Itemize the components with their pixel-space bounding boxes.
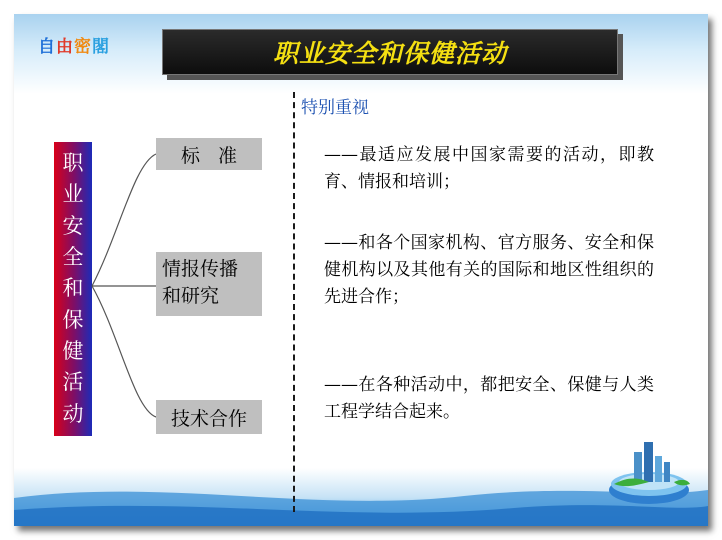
subtitle: 特别重视 <box>301 98 369 118</box>
vertical-label-char: 和 <box>62 276 84 301</box>
vertical-label-char: 活 <box>62 370 84 395</box>
globe-city-decoration <box>604 432 694 512</box>
slide <box>14 14 708 526</box>
page-title: 职业安全和保健活动 <box>272 39 507 68</box>
branch-tech: 技术合作 <box>156 400 262 434</box>
vertical-label-char: 动 <box>62 401 84 426</box>
logo-char-3: 密 <box>74 37 92 57</box>
vertical-label-char: 安 <box>62 213 84 238</box>
branch-info: 情报传播和研究 <box>156 252 262 316</box>
vertical-label-char: 健 <box>62 339 84 364</box>
paragraph-3: ——在各种活动中，都把安全、保健与人类工程学结合起来。 <box>324 375 654 422</box>
logo-char-4: 閣 <box>92 37 110 57</box>
paragraph-1: ——最适应发展中国家需要的活动，即教育、情报和培训； <box>324 145 654 192</box>
vertical-label-char: 职 <box>62 151 84 176</box>
branch-standard: 标准 <box>156 138 262 170</box>
logo-char-2: 由 <box>56 37 74 57</box>
vertical-label-char: 业 <box>62 182 84 207</box>
branch-line-standard <box>92 154 156 286</box>
logo-char-1: 自 <box>38 37 56 57</box>
branch-line-tech <box>92 286 156 417</box>
paragraph-2: ——和各个国家机构、官方服务、安全和保健机构以及其他有关的国际和地区性组织的先进合作； <box>324 233 654 307</box>
vertical-label-char: 保 <box>62 307 84 332</box>
divider-dashed-line <box>293 92 295 512</box>
vertical-label-char: 全 <box>62 245 84 270</box>
